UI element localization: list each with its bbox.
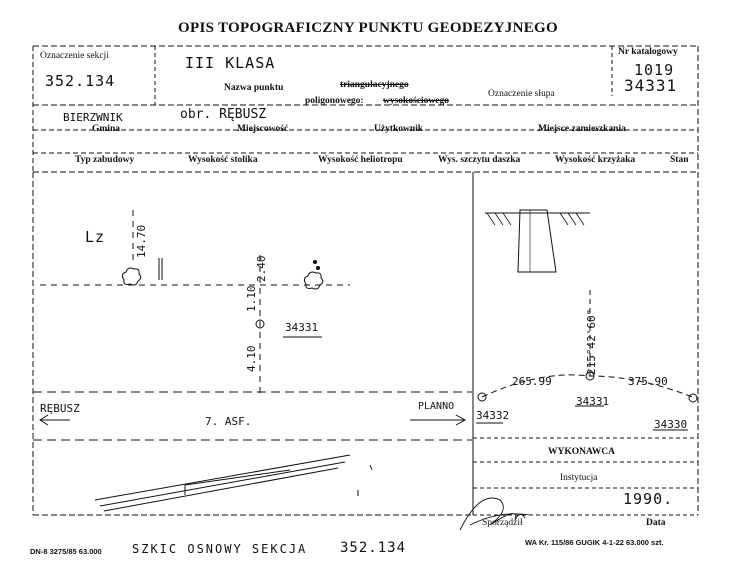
- dist-1470: 14.70: [135, 224, 148, 258]
- road-label: 7. ASF.: [205, 415, 252, 428]
- zamieszkania-label: Miejsce zamieszkania: [538, 124, 626, 134]
- instytucja-label: Instytucja: [560, 473, 598, 483]
- dist-410: 4.10: [245, 345, 258, 372]
- planno-label: PLANNO: [418, 401, 455, 412]
- wykonawca-label: WYKONAWCA: [548, 447, 616, 457]
- lz-label: Lz: [85, 228, 106, 246]
- stolik-label: Wysokość stolika: [188, 155, 258, 165]
- rebusz-label: RĘBUSZ: [40, 402, 80, 415]
- heliotrop-label: Wysokość heliotropu: [318, 155, 403, 165]
- dist-right: 375.90: [628, 375, 668, 388]
- gmina-label: Gmina: [92, 124, 120, 134]
- year-value: 1990.: [623, 490, 674, 508]
- miejscowosc-label: Miejscowość: [237, 124, 289, 134]
- section-label: Oznaczenie sekcji: [40, 51, 109, 61]
- catalog-value-1: 1019: [634, 61, 675, 79]
- typ-label: Typ zabudowy: [75, 155, 135, 165]
- triang-label: triangulacyjnego: [340, 80, 409, 90]
- obr-value: obr. RĘBUSZ: [180, 107, 267, 122]
- pt-right: 34330: [654, 418, 688, 431]
- class-value: III KLASA: [185, 54, 276, 72]
- form-title: OPIS TOPOGRAFICZNY PUNKTU GEODEZYJNEGO: [178, 20, 558, 36]
- pt-left: 34332: [476, 409, 510, 422]
- gmina-value: BIERZWNIK: [63, 111, 123, 124]
- bottom-handwriting: SZKIC OSNOWY SEKCJA: [132, 542, 308, 556]
- sporzadzil-label: Sporządził: [482, 518, 523, 528]
- data-label: Data: [646, 518, 666, 528]
- slupa-label: Oznaczenie słupa: [488, 89, 555, 99]
- krzyzak-label: Wysokość krzyżaka: [555, 155, 636, 165]
- pt-mid: 34331: [576, 395, 610, 408]
- poligon-label: poligonowego:: [305, 96, 364, 106]
- angle-label: 215°42'60": [585, 308, 598, 375]
- dist-240: 2.40: [255, 255, 268, 282]
- catalog-label: Nr katalogowy: [618, 47, 678, 57]
- point-id: 34331: [285, 321, 319, 334]
- stan-label: Stan: [670, 155, 689, 165]
- section-value: 352.134: [45, 72, 116, 90]
- dist-left: 265.99: [512, 375, 552, 388]
- bottom-right-code: WA Kr. 115/86 GUGIK 4-1-22 63.000 szt.: [525, 538, 664, 547]
- uzytkownik-label: Użytkownik: [374, 124, 424, 134]
- szczyt-label: Wys. szczytu daszka: [438, 155, 521, 165]
- bottom-left-code: DN-8 3275/85 63.000: [30, 547, 102, 556]
- dist-110: 1.10: [245, 285, 258, 312]
- catalog-value-2: 34331: [624, 76, 678, 95]
- bottom-section: 352.134: [340, 540, 407, 556]
- wysokosc-label: wysokościowego: [383, 96, 449, 106]
- point-name-label: Nazwa punktu: [224, 83, 284, 93]
